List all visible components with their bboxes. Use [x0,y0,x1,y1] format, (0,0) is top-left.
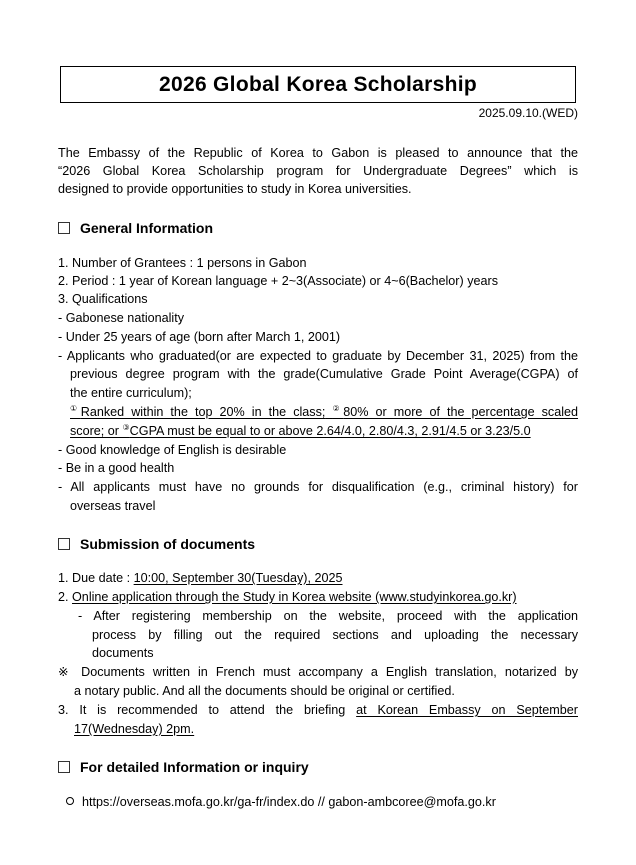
criteria-text: CGPA must be equal to or above 2.64/4.0, 2.80/4.3, 2.91/4.5 or 3.23/5.0 [129,424,531,438]
list-number: 2. [58,590,73,604]
online-application-link[interactable]: Online application through the Study in Korea website (www.studyinkorea.go.kr) [72,590,517,604]
note: a notary public. And all the documents should be original or certified. [74,684,455,698]
briefing-date: 17(Wednesday) 2pm. [74,722,195,736]
checkbox-square-icon [58,222,70,234]
criteria-text: score; or [70,424,119,438]
briefing-text: 3. It is recommended to attend the briefing [58,703,357,717]
contact-text[interactable]: https://overseas.mofa.go.kr/ga-fr/index.do // gabon-ambcoree@mofa.go.kr [82,795,496,809]
checkbox-square-icon [58,761,70,773]
sub-item: - After registering membership on the website, proceed with the application [78,609,578,623]
intro-line: “2026 Global Korea Scholarship program for Undergraduate Degrees” which is [58,164,578,178]
circled-one: ① [70,404,81,413]
contact-line [66,793,496,812]
circled-three: ③ [122,423,130,432]
qualification-item: - All applicants must have no grounds for disqualification (e.g., criminal history) for [58,480,578,494]
section-heading-label: For detailed Information or inquiry [80,759,309,775]
qualification-item: overseas travel [70,499,156,513]
list-item [58,588,517,607]
qualification-item: - Be in a good health [58,461,175,475]
qualification-item: previous degree program with the grade(Cumulative Grade Point Average(CGPA) of [70,367,578,381]
sub-item: process by filling out the required sections and uploading the necessary [92,628,578,642]
section-heading-submission [58,536,255,552]
list-item: 1. Number of Grantees : 1 persons in Gabon [58,256,307,270]
sub-item: documents [92,646,154,660]
section-heading-general [58,220,213,236]
criteria-text: Ranked within the top 20% in the class; [80,405,326,419]
title-box [60,66,576,103]
section-heading-label: General Information [80,220,214,236]
document-date: 2025.09.10.(WED) [478,106,578,120]
qualification-item: - Good knowledge of English is desirable [58,443,287,457]
list-item: 3. Qualifications [58,292,148,306]
checkbox-square-icon [58,538,70,550]
circled-two: ② [332,404,344,413]
section-heading-inquiry [58,759,309,775]
intro-line: designed to provide opportunities to study in Korea universities. [58,182,412,196]
briefing-location: at Korean Embassy on September [356,703,578,717]
due-date-value: 10:00, September 30(Tuesday), 2025 [133,571,343,585]
list-item [58,701,578,720]
section-heading-label: Submission of documents [80,536,256,552]
qualification-item: - Gabonese nationality [58,311,185,325]
qualification-item: - Applicants who graduated(or are expected to graduate by December 31, 2025) from the [58,349,578,363]
cgpa-criteria-line [70,403,578,422]
qualification-item: the entire curriculum); [70,386,192,400]
list-item [58,569,343,588]
due-date-label: 1. Due date : [58,571,134,585]
page-title: 2026 Global Korea Scholarship [159,72,477,96]
circle-bullet-icon [66,797,74,805]
intro-line: The Embassy of the Republic of Korea to Gabon is pleased to announce that the [58,146,578,160]
cgpa-criteria-line [70,422,531,441]
list-item: 2. Period : 1 year of Korean language + 2~3(Associate) or 4~6(Bachelor) years [58,274,498,288]
note: ※ Documents written in French must accompany a English translation, notarized by [58,665,578,679]
qualification-item: - Under 25 years of age (born after March 1, 2001) [58,330,341,344]
criteria-text: 80% or more of the percentage scaled [343,405,579,419]
